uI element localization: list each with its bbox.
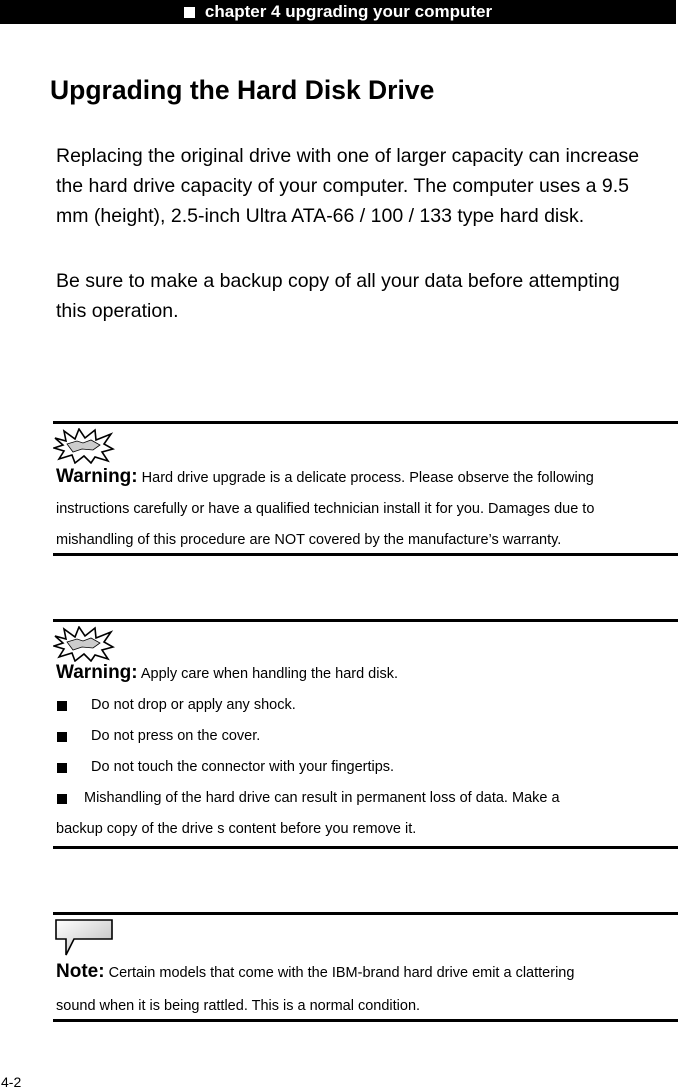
square-bullet-icon: [57, 794, 67, 804]
note-box: [53, 912, 678, 1022]
chapter-header: [0, 0, 676, 24]
note-text: [56, 955, 678, 1023]
paragraph-line: Be sure to make a backup copy of all your data before attempting: [56, 270, 620, 292]
warning-box-handling: [53, 619, 678, 849]
paragraph-line: Replacing the original drive with one of larger capacity can increase: [56, 145, 640, 167]
note-line: Certain models that come with the IBM-brand hard drive emit a clattering: [108, 965, 575, 981]
list-item: Do not press on the cover.: [56, 721, 678, 752]
square-bullet-icon: [184, 7, 195, 18]
intro-paragraph: [56, 141, 678, 231]
warning-text: [56, 657, 678, 845]
page-title: Upgrading the Hard Disk Drive: [50, 75, 435, 105]
warning-label: Warning:: [56, 662, 138, 683]
square-bullet-icon: [57, 763, 67, 773]
chapter-header-text: chapter 4 upgrading your computer: [204, 2, 493, 21]
backup-paragraph: [56, 266, 678, 326]
warning-burst-icon: [53, 428, 115, 464]
warning-label: Warning:: [56, 466, 138, 487]
paragraph-line: this operation.: [56, 300, 179, 322]
warning-line: Hard drive upgrade is a delicate process. Please observe the following: [141, 470, 594, 486]
square-bullet-icon: [57, 732, 67, 742]
list-item: Do not drop or apply any shock.: [56, 690, 678, 721]
warning-box-upgrade: [53, 421, 678, 556]
list-item: Do not touch the connector with your fingertips.: [56, 752, 678, 783]
warning-text: [56, 461, 678, 556]
warning-line: instructions carefully or have a qualified technician install it for you. Damages due to: [56, 501, 595, 517]
square-bullet-icon: [57, 701, 67, 711]
paragraph-line: mm (height), 2.5-inch Ultra ATA-66 / 100 / 133 type hard disk.: [56, 205, 585, 227]
list-item-continuation: backup copy of the drive s content before you remove it.: [56, 821, 417, 837]
paragraph-line: the hard drive capacity of your computer. The computer uses a 9.5: [56, 175, 630, 197]
warning-intro: Apply care when handling the hard disk.: [140, 666, 398, 682]
page-number: 4-2: [1, 1074, 22, 1090]
list-item: Mishandling of the hard drive can result in permanent loss of data. Make a: [56, 783, 678, 814]
warning-line: mishandling of this procedure are NOT covered by the manufacture’s warranty.: [56, 532, 562, 548]
note-line: sound when it is being rattled. This is a normal condition.: [56, 998, 421, 1014]
note-label: Note:: [56, 961, 105, 982]
note-bubble-icon: [53, 918, 115, 958]
